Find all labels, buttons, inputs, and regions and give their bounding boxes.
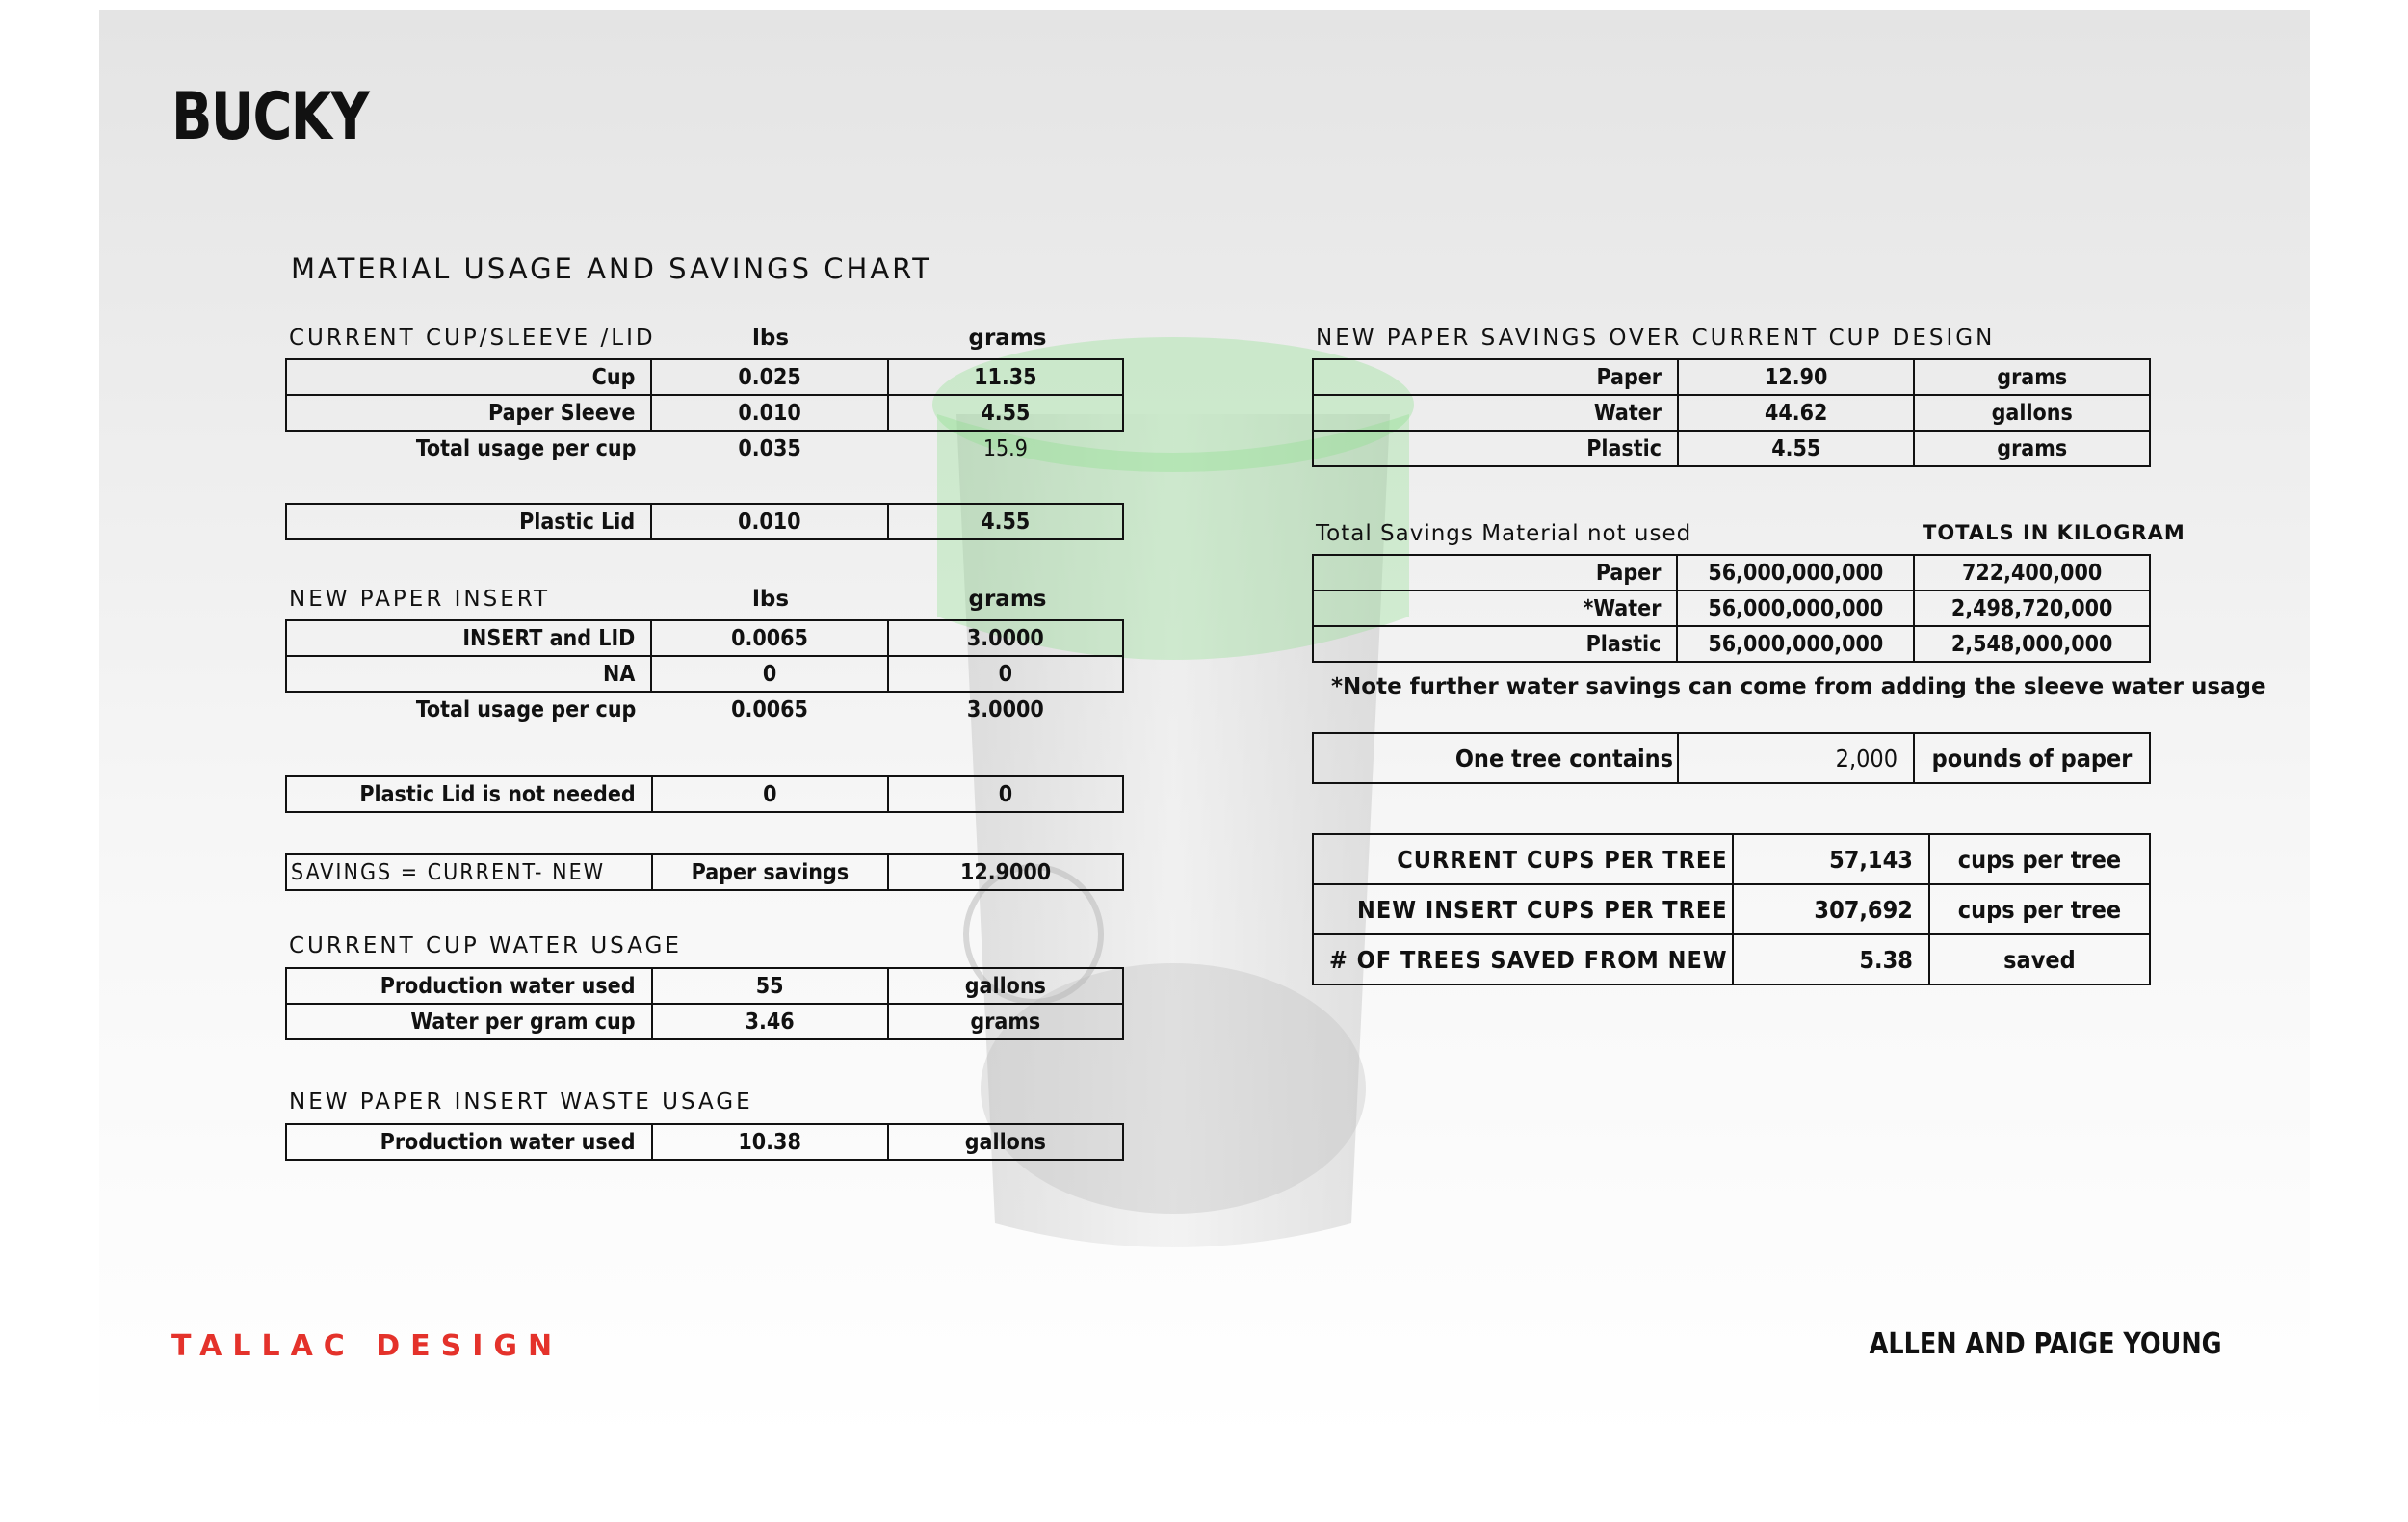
table-row: [1313, 590, 2150, 626]
savings-value: 12.9000: [888, 854, 1123, 890]
current-cup-heading: CURRENT CUP/SLEEVE /LID: [289, 326, 656, 351]
new-savings-table: [1312, 358, 2151, 467]
value-cell: 12.90: [1678, 359, 1914, 395]
table-row: [1313, 834, 2150, 884]
table-row: [1313, 733, 2150, 783]
row-label: NA: [286, 656, 651, 692]
total-label: Total usage per cup: [415, 697, 637, 722]
total-label: Total usage per cup: [415, 436, 637, 461]
row-label: Production water used: [286, 968, 652, 1004]
total-row: [286, 431, 1123, 466]
row-label: NEW INSERT CUPS PER TREE: [1313, 884, 1733, 934]
total-lbs: 0.0065: [731, 697, 808, 722]
unit-cell: grams: [888, 1004, 1123, 1039]
value-cell: 44.62: [1678, 395, 1914, 431]
total-savings-table: [1312, 554, 2151, 663]
table-row: [286, 504, 1123, 539]
value-cell: 10.38: [652, 1124, 888, 1160]
row-label: Water per gram cup: [286, 1004, 652, 1039]
unit-cell: gallons: [888, 968, 1123, 1004]
value-cell: 57,143: [1733, 834, 1929, 884]
total-lbs: 0.035: [738, 436, 801, 461]
water-new-table: [285, 1123, 1124, 1161]
table-row: [286, 620, 1123, 656]
current-cup-table: [285, 358, 1124, 466]
col-lbs-header: lbs: [751, 326, 790, 351]
grams-cell: 11.35: [888, 359, 1123, 395]
col-lbs-header: lbs: [751, 587, 790, 612]
unit-cell: cups per tree: [1929, 884, 2150, 934]
unit-cell: saved: [1929, 934, 2150, 984]
row-label: One tree contains: [1313, 733, 1678, 783]
lbs-cell: 0.010: [651, 395, 887, 431]
value-cell: 2,000: [1678, 733, 1914, 783]
unit-cell: cups per tree: [1929, 834, 2150, 884]
new-savings-heading: NEW PAPER SAVINGS OVER CURRENT CUP DESIGN: [1316, 326, 1996, 351]
table-row: [1313, 555, 2150, 590]
table-row: [286, 1004, 1123, 1039]
savings-table: [285, 853, 1124, 891]
lbs-cell: 0: [652, 776, 888, 812]
row-label: Paper Sleeve: [286, 395, 651, 431]
table-row: [286, 359, 1123, 395]
table-row: [286, 854, 1123, 890]
row-label: Paper: [1313, 359, 1678, 395]
tree-table: [1312, 732, 2151, 784]
lid-not-needed-table: [285, 775, 1124, 813]
unit-cell: gallons: [1914, 395, 2150, 431]
company-logo: TALLAC DESIGN: [171, 1329, 563, 1363]
table-row: [1313, 395, 2150, 431]
table-row: [286, 968, 1123, 1004]
savings-label: SAVINGS = CURRENT- NEW: [286, 854, 652, 890]
brand-title: BUCKY: [171, 79, 369, 155]
row-label: Water: [1313, 395, 1678, 431]
total-savings-heading: Total Savings Material not used: [1316, 521, 1692, 546]
kg-cell: 2,548,000,000: [1914, 626, 2150, 662]
plastic-lid-table: [285, 503, 1124, 540]
total-grams: 3.0000: [966, 697, 1044, 722]
new-insert-table: [285, 619, 1124, 727]
total-grams: 15.9: [982, 436, 1028, 461]
savings-name: Paper savings: [652, 854, 889, 890]
lbs-cell: 0.025: [651, 359, 887, 395]
grams-cell: 0: [888, 656, 1123, 692]
table-row: [1313, 884, 2150, 934]
value-cell: 3.46: [652, 1004, 888, 1039]
water-current-heading: CURRENT CUP WATER USAGE: [289, 933, 682, 958]
lbs-cell: 0.010: [651, 504, 887, 539]
value-cell: 5.38: [1733, 934, 1929, 984]
value-cell: 55: [652, 968, 888, 1004]
authors: ALLEN AND PAIGE YOUNG: [1869, 1327, 2222, 1361]
chart-title: MATERIAL USAGE AND SAVINGS CHART: [291, 252, 932, 285]
col-grams-header: grams: [968, 587, 1047, 612]
totals-kg-heading: TOTALS IN KILOGRAM: [1923, 521, 2186, 544]
row-label: Plastic Lid: [286, 504, 651, 539]
table-row: [1313, 359, 2150, 395]
row-label: Cup: [286, 359, 651, 395]
unit-cell: grams: [1914, 431, 2150, 466]
grams-cell: 4.55: [888, 504, 1123, 539]
table-row: [1313, 626, 2150, 662]
grams-cell: 4.55: [888, 395, 1123, 431]
unit-cell: grams: [1914, 359, 2150, 395]
row-label: CURRENT CUPS PER TREE: [1313, 834, 1733, 884]
value-cell: 307,692: [1733, 884, 1929, 934]
water-current-table: [285, 967, 1124, 1040]
lbs-cell: 0: [651, 656, 887, 692]
unit-cell: gallons: [888, 1124, 1123, 1160]
table-row: [286, 395, 1123, 431]
unit-cell: pounds of paper: [1914, 733, 2150, 783]
grams-cell: 3.0000: [888, 620, 1123, 656]
row-label: Paper: [1313, 555, 1677, 590]
value-cell: 56,000,000,000: [1677, 555, 1914, 590]
row-label: Plastic: [1313, 431, 1678, 466]
total-row: [286, 692, 1123, 727]
row-label: *Water: [1313, 590, 1677, 626]
row-label: Production water used: [286, 1124, 652, 1160]
row-label: Plastic Lid is not needed: [286, 776, 652, 812]
trees-table: [1312, 833, 2151, 985]
table-row: [286, 656, 1123, 692]
grams-cell: 0: [888, 776, 1123, 812]
table-row: [286, 1124, 1123, 1160]
table-row: [1313, 431, 2150, 466]
row-label: # OF TREES SAVED FROM NEW: [1313, 934, 1733, 984]
water-new-heading: NEW PAPER INSERT WASTE USAGE: [289, 1089, 753, 1115]
lbs-cell: 0.0065: [651, 620, 887, 656]
value-cell: 56,000,000,000: [1677, 626, 1914, 662]
table-row: [1313, 934, 2150, 984]
new-insert-heading: NEW PAPER INSERT: [289, 587, 551, 612]
row-label: INSERT and LID: [286, 620, 651, 656]
row-label: Plastic: [1313, 626, 1677, 662]
col-grams-header: grams: [968, 326, 1047, 351]
table-row: [286, 776, 1123, 812]
value-cell: 56,000,000,000: [1677, 590, 1914, 626]
value-cell: 4.55: [1678, 431, 1914, 466]
kg-cell: 722,400,000: [1914, 555, 2150, 590]
slide-background: [99, 10, 2310, 1445]
water-note: *Note further water savings can come from adding the sleeve water usage: [1331, 674, 2266, 699]
kg-cell: 2,498,720,000: [1914, 590, 2150, 626]
